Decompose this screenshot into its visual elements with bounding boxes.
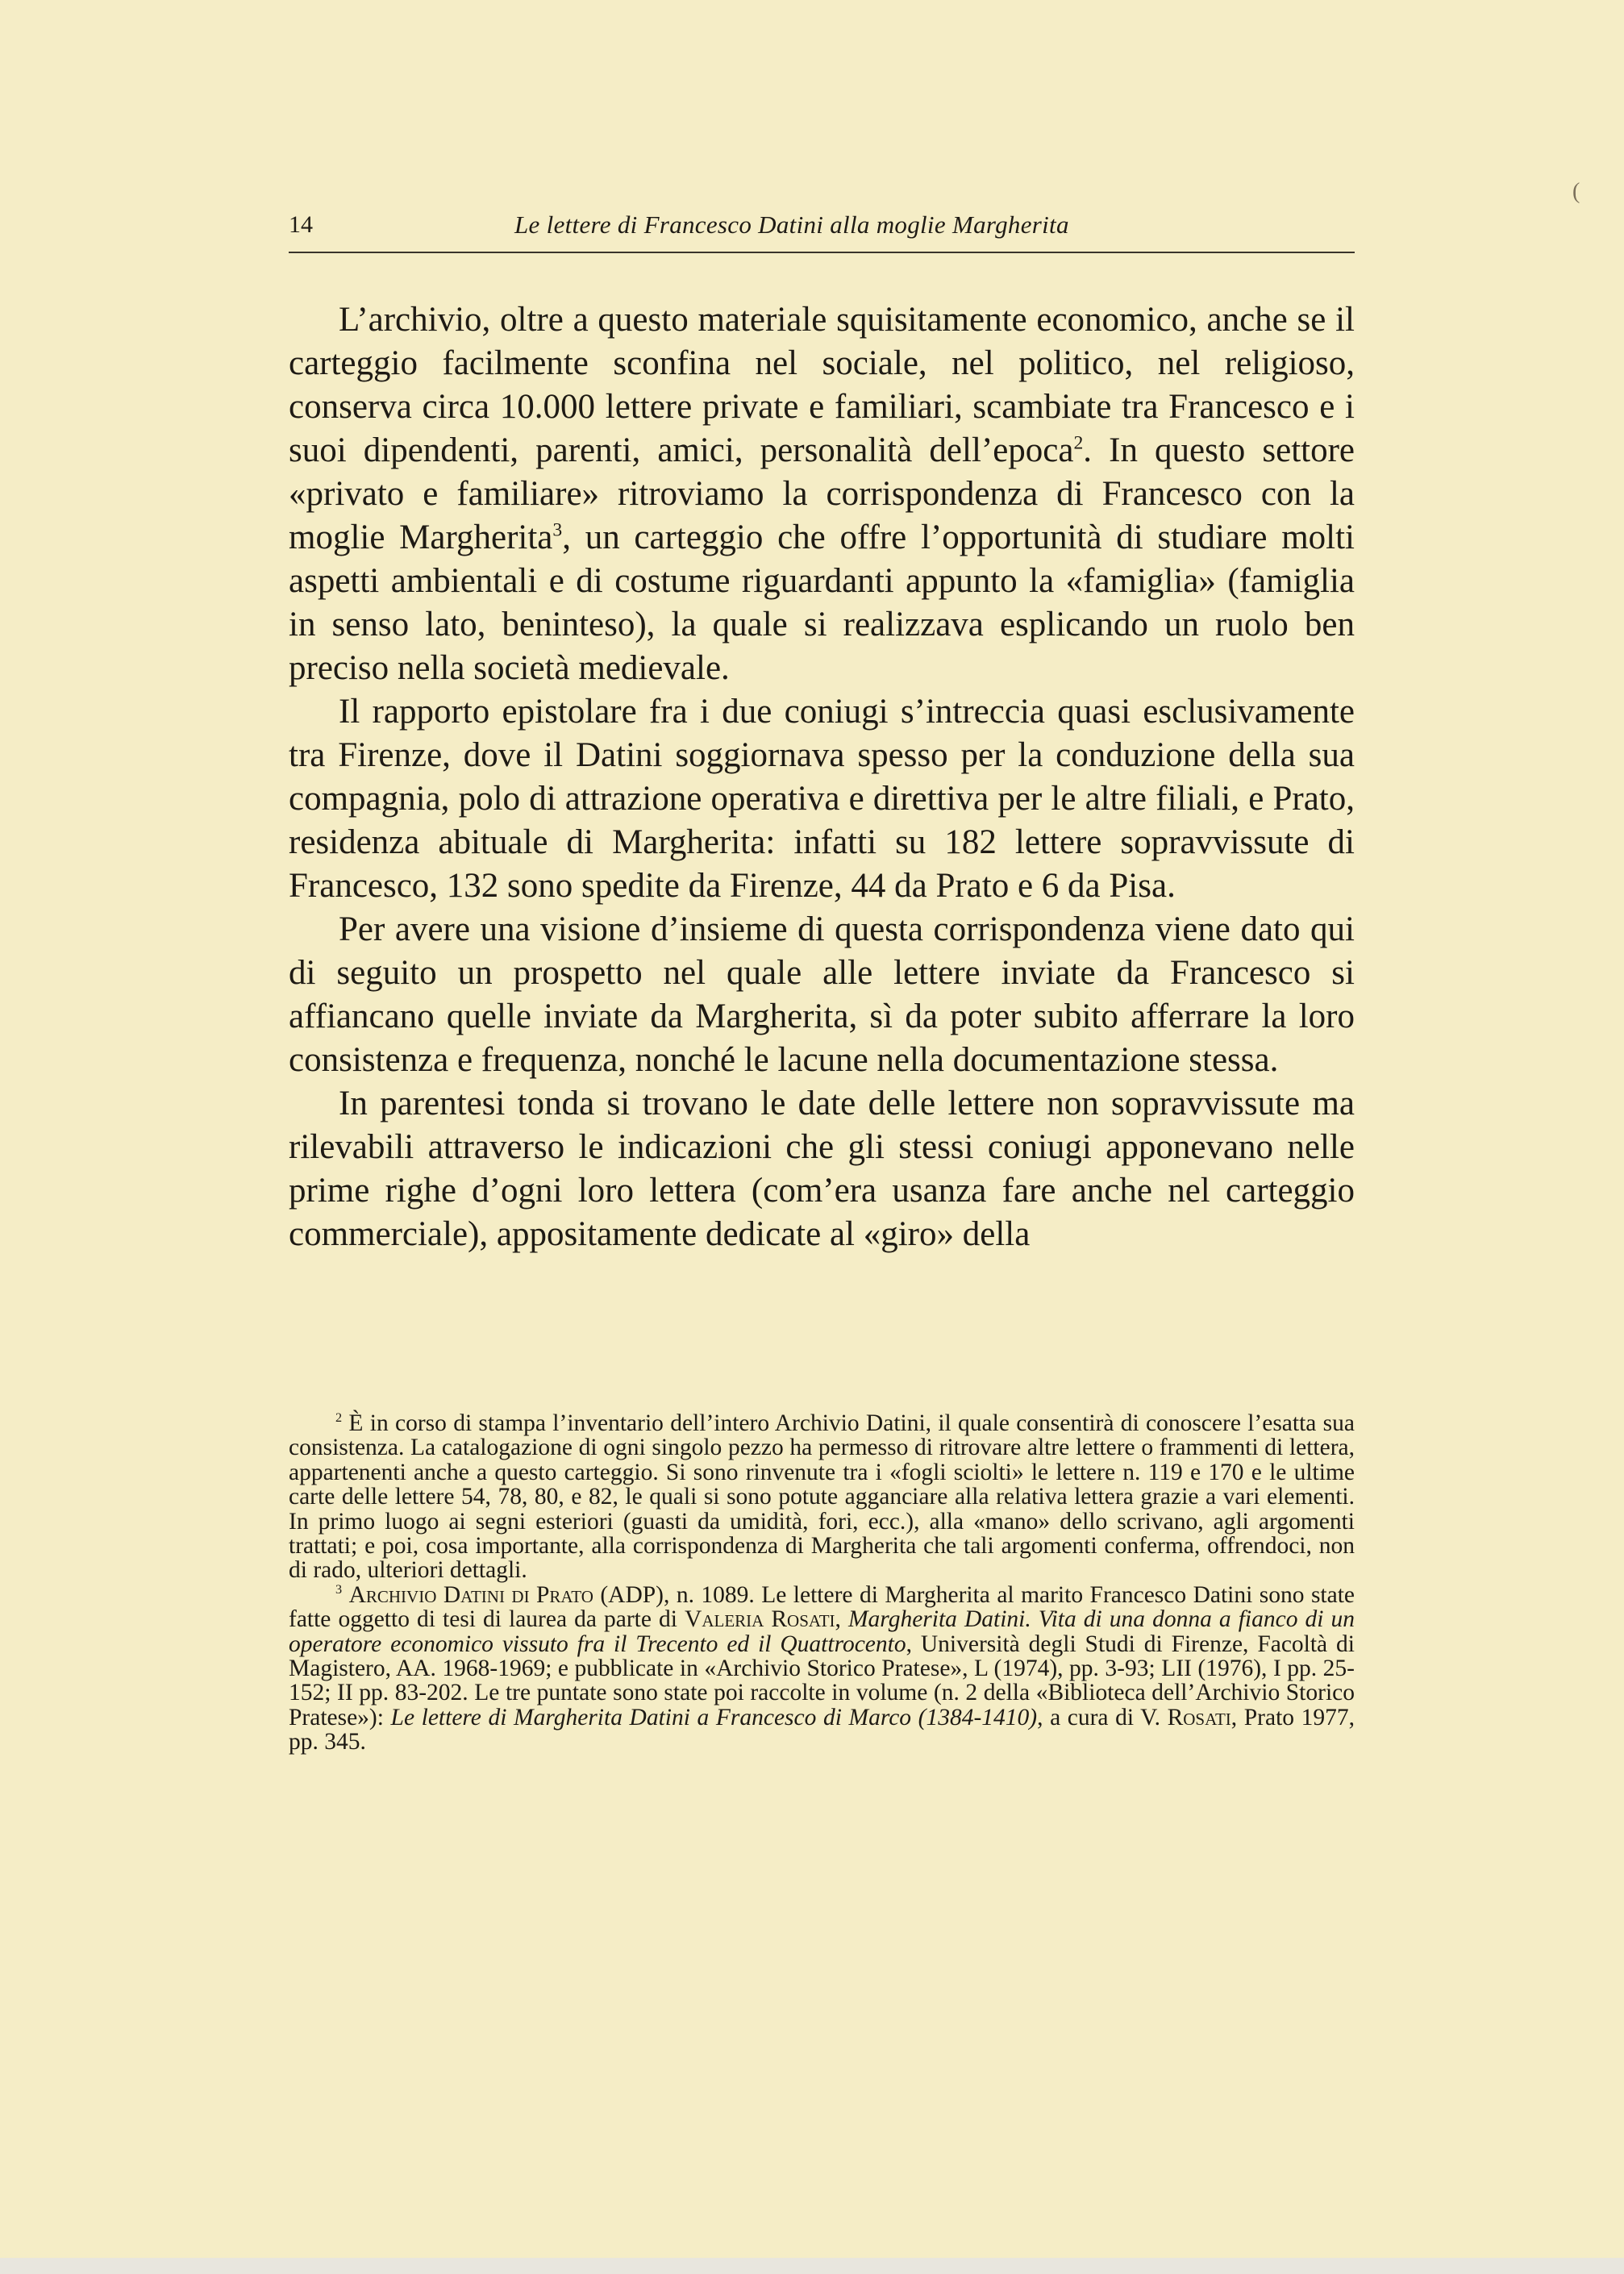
- page-number: 14: [289, 211, 313, 238]
- page-header: [289, 206, 1355, 253]
- paragraph-4: In parentesi tonda si trovano le date delle lettere non sopravvissute ma rilevabili attraverso le indicazioni che gli stessi coniugi apponevano nelle prime righe d’ogni loro lettera (com’era usanza fare anche nel carteggio commerciale), appositamente dedicate al «giro» della: [289, 1085, 1355, 1253]
- footnote-3: $^3$ Archivio Datini di Prato (ADP), n. 1089. Le lettere di Margherita al marito Francesco Datini sono state fatte oggetto di tesi di laurea da parte di Valeria Rosati, Margherita Datini. Vita di una donna a fianco di un operatore economico vissuto fra il Trecento ed il Quattrocento, Università degli Studi di Firenze, Facoltà di Magistero, AA. 1968-1969; e pubblicate in «Archivio Storico Pratese», L (1974), pp. 3-93; LII (1976), I pp. 25-152; II pp. 83-202. Le tre puntate sono state poi raccolte in volume (n. 2 della «Biblioteca dell’Archivio Storico Pratese»): Le lettere di Margherita Datini a Francesco di Marco (1384-1410), a cura di V. Rosati, Prato 1977, pp. 345.: [289, 1581, 1355, 1755]
- scan-bottom-strip: [0, 2258, 1624, 2274]
- footnote-ref-3: 3: [552, 519, 563, 541]
- footnote-2: $^2$ È in corso di stampa l’inventario dell’intero Archivio Datini, il quale consentirà di conoscere l’esatta sua consistenza. La catalogazione di ogni singolo pezzo ha permesso di ritrovare altre lettere o frammenti di lettera, appartenenti anche a questo carteggio. Si sono rinvenute tra i «fogli sciolti» le lettere n. 119 e 170 e le ultime carte delle lettere 54, 78, 80, e 82, le quali si sono potute agganciare alla relativa lettera grazie a vari elementi. In primo luogo ai segni esteriori (guasti da umidità, fori, ecc.), alla «mano» dello scrivano, agli argomenti trattati; e poi, cosa importante, alla corrispondenza di Margherita che tali argomenti conferma, offrendoci, non di rado, ulteriori dettagli.: [289, 1410, 1355, 1584]
- author-name: Valeria Rosati: [685, 1606, 835, 1633]
- footnote-3-mark: 3: [335, 1582, 343, 1597]
- footnotes: [289, 1411, 1355, 1755]
- scan-edge-mark: (: [1572, 179, 1580, 204]
- footnote-ref-2: 2: [1073, 432, 1084, 454]
- paragraph-3: Per avere una visione d’insieme di questa corrispondenza viene dato qui di seguito un prospetto nel quale alle lettere inviate da Francesco si affiancano quelle inviate da Margherita, sì da poter subito afferrare la loro consistenza e frequenza, nonché le lacune nella documentazione stessa.: [289, 910, 1355, 1079]
- book-title: Le lettere di Margherita Datini a Francesco di Marco (1384-1410): [390, 1704, 1038, 1730]
- paragraph-2: Il rapporto epistolare fra i due coniugi s’intreccia quasi esclusivamente tra Firenze, dove il Datini soggiornava spesso per la conduzione della sua compagnia, polo di attrazione operativa e direttiva per le altre filiali, e Prato, residenza abituale di Margherita: infatti su 182 lettere sopravvissute di Francesco, 132 sono spedite da Firenze, 44 da Prato e 6 da Pisa.: [289, 693, 1355, 905]
- editor-name: Rosati: [1167, 1704, 1231, 1730]
- paragraph-1: L’archivio, oltre a questo materiale squisitamente economico, anche se il carteggio facilmente sconfina nel sociale, nel politico, nel religioso, conserva circa 10.000 lettere private e familiari, scambiate tra Francesco e i suoi dipendenti, parenti, amici, personalità dell’epoca$^2$. In questo settore «privato e familiare» ritroviamo la corrispondenza di Francesco con la moglie Margherita$^3$, un carteggio che offre l’opportunità di studiare molti aspetti ambientali e di costume riguardanti appunto la «famiglia» (famiglia in senso lato, beninteso), la quale si realizzava esplicando un ruolo ben preciso nella società medievale.: [289, 301, 1355, 687]
- thesis-title: Margherita Datini. Vita di una donna a fianco di un operatore economico vissuto fra il Trecento ed il Quattrocento: [289, 1606, 1355, 1657]
- main-text: [289, 298, 1355, 1256]
- archive-name: Archivio Datini di Prato: [348, 1581, 593, 1608]
- running-title: Le lettere di Francesco Datini alla moglie Margherita: [514, 210, 1069, 239]
- footnote-2-mark: 2: [335, 1410, 343, 1426]
